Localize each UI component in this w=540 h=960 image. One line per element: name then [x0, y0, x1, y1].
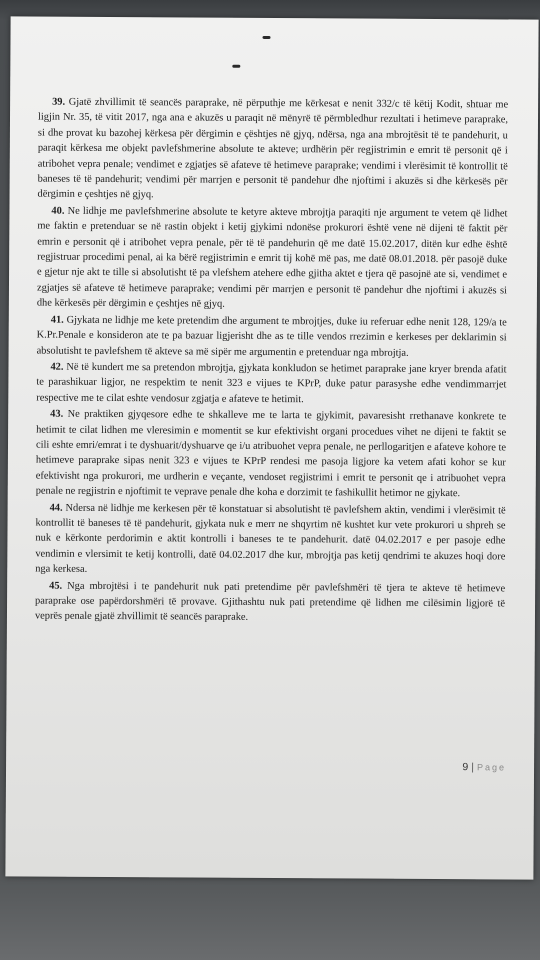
paragraph-text: Gjatë zhvillimit të seancës paraprake, në përputhje me kërkesat e nenit 332/c të këtij Kodit, shtuar me ligjin Nr. 35, të vitit 2017, nga ana e akuzës u paraqit në mënyrë të përmbledhur rezultati i hetimeve paraprake, si dhe provat ku bazohej kërkesa për dërgimin e çështjes në gjyq, ndërsa, nga ana mbrojtësit të te pandehurit, u paraqit kërkesa me objekt pavlefshmerine absolute te akteve; urdhërin për regjistrimin e emrit të personit që i atribohet vepra penale; vendimet e zgjatjes së afateve të hetimeve paraprake; vendimi i vlerësimit të kontrollit të baneses të të pandehurit; vendimi për marrjen e personit të pandehur dhe njoftimi i akuzës si dhe kërkesës për dërgimin e çeshtjes në gjyq.	[37, 96, 509, 201]
page-number: 9	[462, 761, 469, 774]
footer-separator: |	[471, 761, 475, 774]
paragraph-text: Në të kundert me sa pretendon mbrojtja, gjykata konkludon se hetimet paraprake jane kryer brenda afatit te parashikuar ligjor, ne respektim te nenit 323 e vijues te KPrP, duke patur parasyshe edhe vendimmarrjet respective me te cilat eshte vendosur zgjatja e afateve te hetimit.	[36, 361, 507, 405]
page-word: Page	[476, 762, 507, 773]
paragraph-43	[36, 407, 507, 502]
punch-mark	[232, 65, 240, 68]
page-footer	[462, 761, 506, 773]
paragraph-44	[35, 500, 505, 580]
document-page	[5, 16, 538, 879]
paragraph-number: 42.	[50, 361, 64, 373]
paragraph-text: Ne praktiken gjyqesore edhe te shkalleve me te larta te gjykimit, pavaresisht rrethanave konkrete te hetimit te cilat lidhen me vleresimin e momentit se kur efektivisht organi procedues vihet ne dijeni te faktit se cili eshte emri/emrat i te dyshuarit/dyshuarve qe i/u atribuohet vepra penale, ne perllogaritjen e afateve kohore te hetimeve paraprake sipas nenit 323 e vijues te KPrP rendesi me pasoja ligjore ka vetem afati kohor se kur efektivisht nga prokurori, me urdherin e veçante, vendoset regjistrimi i emrit te personit qe i atribuohet vepra penale ne regjistrin e njoftimit te veprave penale dhe koha e dorzimit te fashikullit hetimor ne gjykate.	[35, 408, 507, 500]
paragraph-41	[37, 312, 507, 361]
document-body	[35, 95, 508, 629]
paragraph-number: 39.	[52, 96, 66, 108]
punch-mark	[262, 36, 270, 39]
paragraph-40	[37, 203, 508, 314]
paragraph-number: 44.	[49, 502, 63, 514]
paragraph-45	[35, 578, 505, 627]
paragraph-number: 45.	[49, 580, 63, 592]
paragraph-text: Ne lidhje me pavlefshmerine absolute te ketyre akteve mbrojtja paraqiti nje argument te vetem që lidhet me faktin e pretenduar se në rastin objekt i ketij gjykimi ndonëse prokurori është vene në dijeni të faktit për emrin e personit që i atribohet vepra penale, për të të pandehurin që me datë 15.02.2017, ditën kur edhe është regjistruar procedimi penal, ai ka bërë regjistrimin e emrit tij kohë më pas, me datë 08.01.2018. për pasojë duke e gjetur nje akt te tille si absolutisht të pa vlefshem atehere edhe gjitha aktet e tjera që pasojnë ate si, vendimet e zgjatjes së afateve të hetimeve paraprake; vendimi për marrjen e personit të pandehur dhe njoftimi i akuzës si dhe kërkesës për dërgimin e çeshtjes në gjyq.	[36, 205, 508, 310]
paragraph-39	[37, 95, 508, 206]
paragraph-text: Gjykata ne lidhje me kete pretendim dhe argument te mbrojtjes, duke iu referuar edhe nenit 128, 129/a te K.Pr.Penale e konsideron ate te pa bazuar ligjerisht dhe as te tille vendos rrezimin e kerkeses per deklarimin si absolutisht te pavlefshem të akteve sa më sipër me argumentin e pretenduar nga mbrojtja.	[36, 314, 507, 359]
paragraph-number: 41.	[50, 314, 64, 326]
paragraph-text: Nga mbrojtësi i te pandehurit nuk pati pretendime për pavlefshmëri të tjera te akteve të hetimeve paraprake ose papërdorshmëri të provave. Gjithashtu nuk pati pretendime që lidhen me cilësimin ligjorë të veprës penale gjatë zhvillimit të seancës paraprake.	[34, 580, 506, 624]
paragraph-number: 40.	[51, 205, 65, 217]
paragraph-text: Ndersa në lidhje me kerkesen për të konstatuar si absolutisht të pavlefshem aktin, vendimi i vlerësimit të kontrollit të baneses të të pandehurit, gjykata nuk e merr ne shqyrtim në kushtet kur vete prokurori u shpreh se nuk e kërkonte perdorimin e aktit kontrolli i baneses te te pandehurit. datë 04.02.2017 e per pasoje edhe vendimin e vlersimit te ketij kontrolli, datë 04.02.2017 dhe kur, mbrojtja pas ketij qendrimi te akuzes hoqi dore nga kerkesa.	[35, 502, 506, 576]
paragraph-number: 43.	[50, 408, 64, 420]
paragraph-42	[36, 359, 506, 408]
